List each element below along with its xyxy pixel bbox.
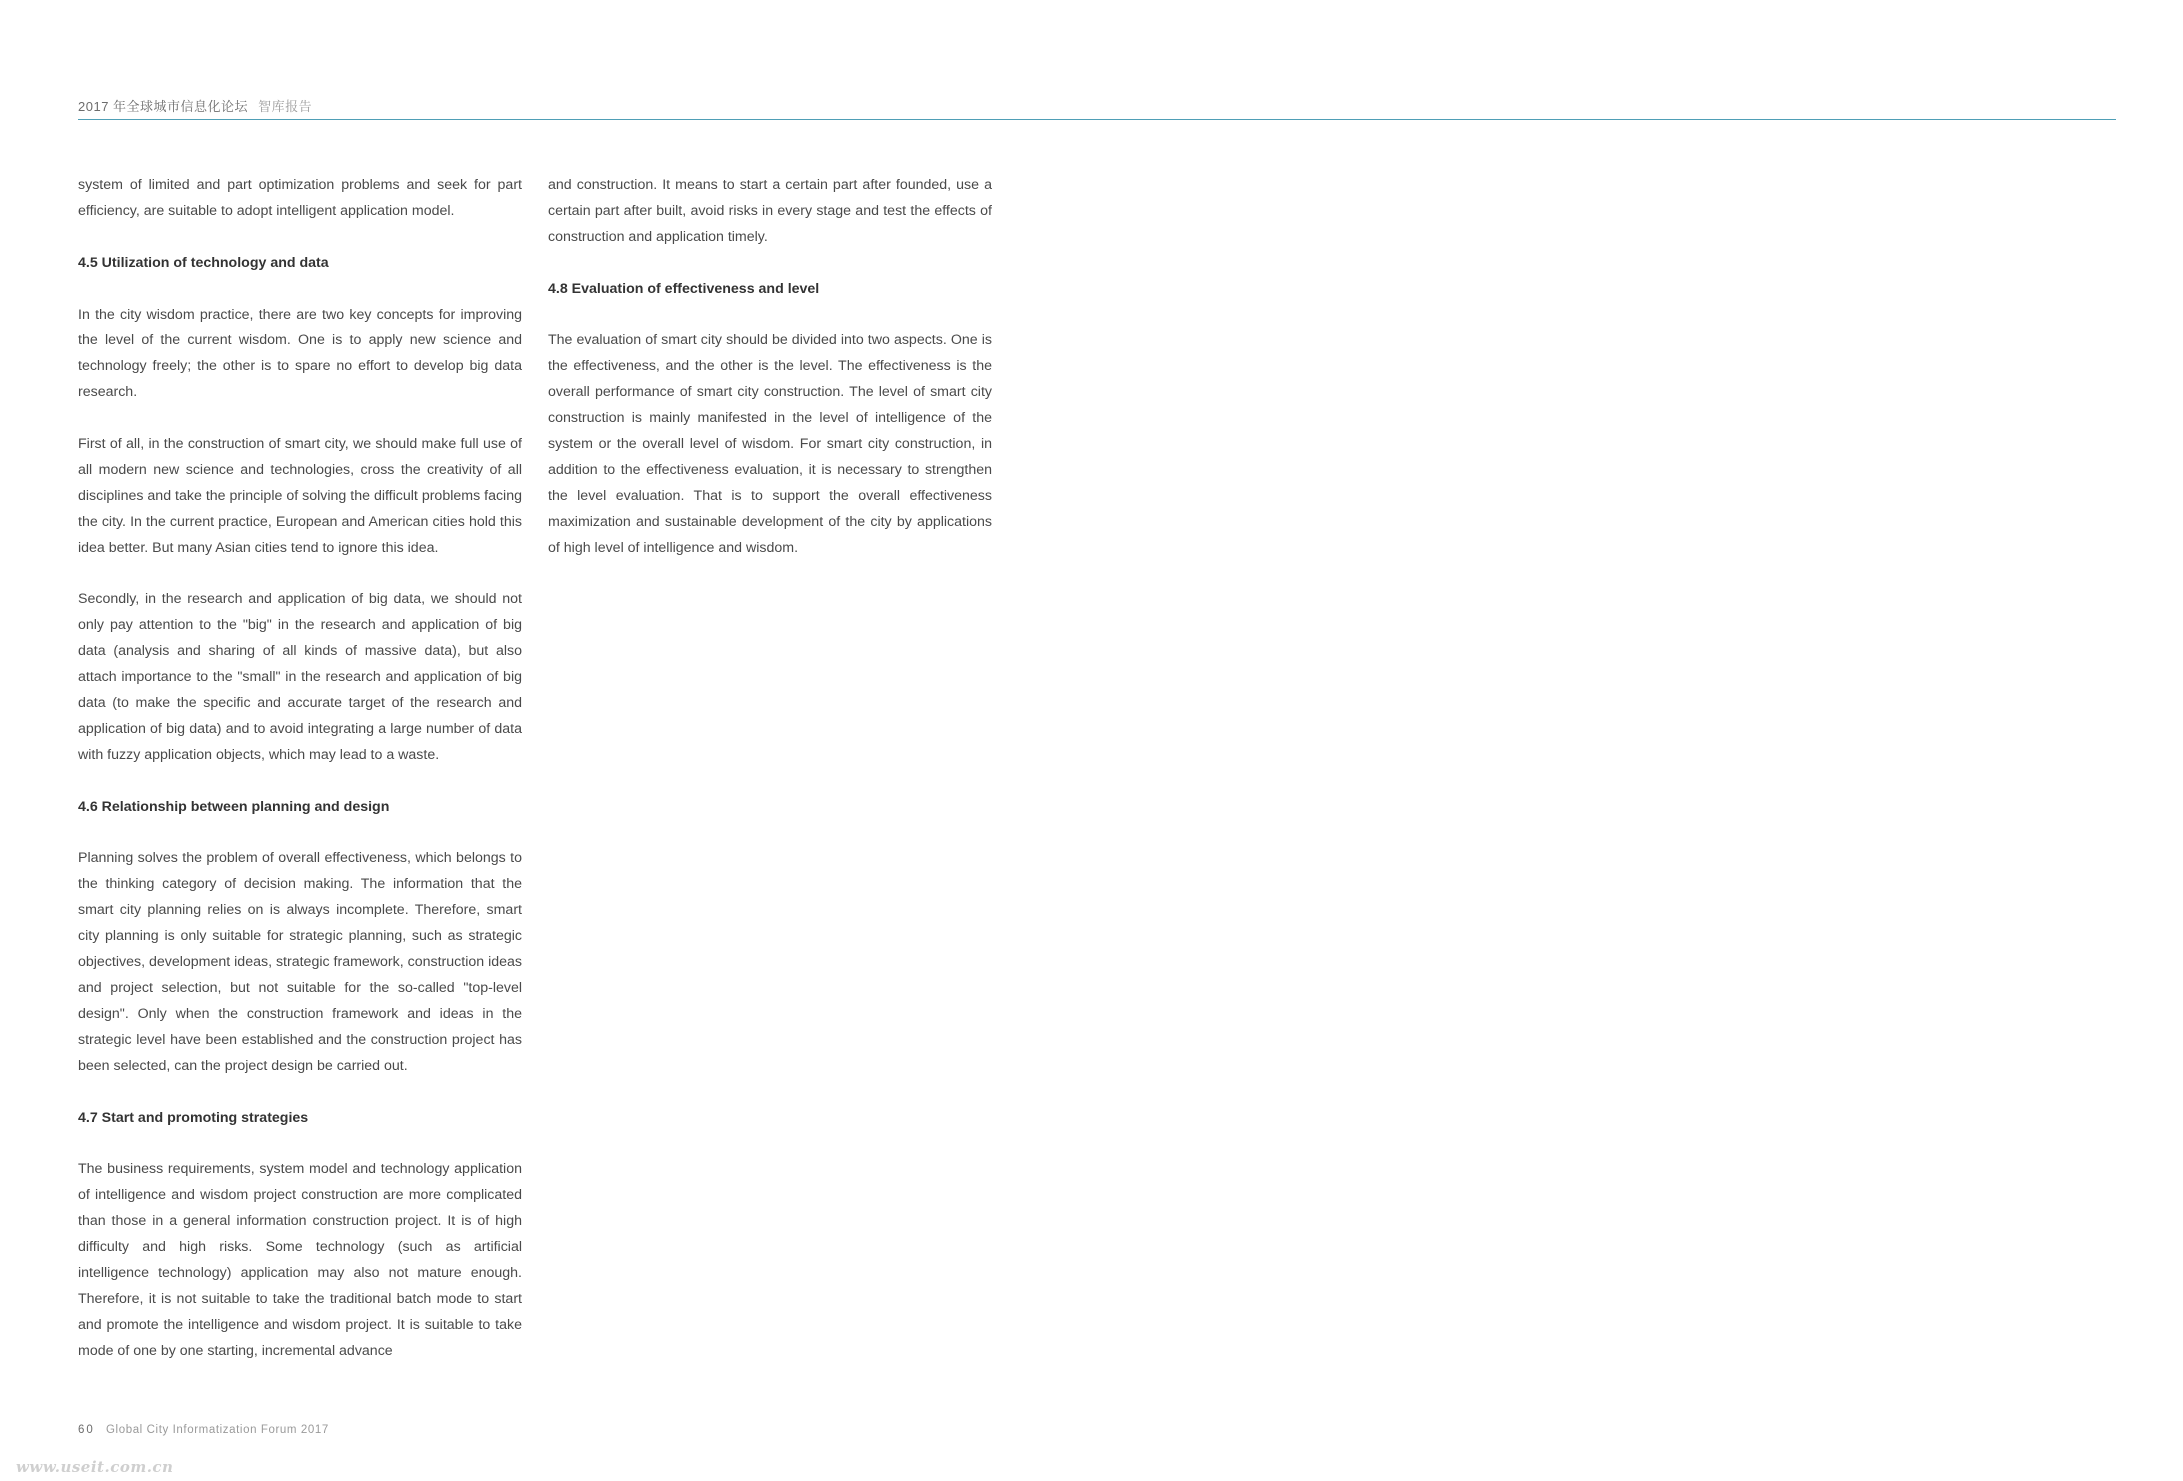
paragraph-4-6: Planning solves the problem of overall effectiveness, which belongs to the thinking category of decision making. The information that the smart city planning relies on is always incomplete. Therefore, smart city planning is only suitable for strategic planning, such as strategic objectives, development ideas, strategic framework, construction ideas and project selection, but not suitable for the so-called "top-level design". Only when the construction framework and ideas in the strategic level have been established and the construction project has been selected, can the project design be carried out. (78, 850, 522, 1074)
section-heading-4-7: 4.7 Start and promoting strategies (78, 1109, 309, 1126)
paragraph-4-7: The business requirements, system model and technology application of intelligence and wisdom project construction are more complicated than those in a general information construction project. It is of high difficulty and high risks. Some technology (such as artificial intelligence technology) application may also not mature enough. Therefore, it is not suitable to take the traditional batch mode to start and promote the intelligence and wisdom project. It is suitable to take mode of one by one starting, incremental advance (78, 1161, 522, 1359)
paragraph-4-5-concepts: In the city wisdom practice, there are two key concepts for improving the level of the current wisdom. One is to apply new science and technology freely; the other is to spare no effort to develop big data research. (78, 306, 522, 401)
paragraph-4-7-continued: and construction. It means to start a certain part after founded, use a certain part after built, avoid risks in every stage and test the effects of construction and application timely. (548, 177, 992, 245)
footer-forum-name: Global City Informatization Forum 2017 (106, 1424, 329, 1436)
site-watermark: www.useit.com.cn (16, 1458, 174, 1476)
header-subtitle: 智库报告 (258, 100, 313, 115)
header-divider (78, 119, 2116, 120)
section-heading-4-5: 4.5 Utilization of technology and data (78, 254, 329, 271)
paragraph-4-5-first: First of all, in the construction of smart city, we should make full use of all modern new science and technologies, cross the creativity of all disciplines and take the principle of solving the difficult problems facing the city. In the current practice, European and American cities hold this idea better. But many Asian cities tend to ignore this idea. (78, 436, 522, 556)
paragraph-4-5-second: Secondly, in the research and application of big data, we should not only pay attention to the "big" in the research and application of big data (analysis and sharing of all kinds of massive data), but also attach importance to the "small" in the research and application of big data (to make the specific and accurate target of the research and application of big data) and to avoid integrating a large number of data with fuzzy application objects, which may lead to a waste. (78, 591, 522, 763)
running-footer (78, 1424, 329, 1436)
paragraph-4-8: The evaluation of smart city should be divided into two aspects. One is the effectiveness, and the other is the level. The effectiveness is the overall performance of smart city construction. The level of smart city construction is mainly manifested in the level of intelligence of the system or the overall level of wisdom. For smart city construction, in addition to the effectiveness evaluation, it is necessary to strengthen the level evaluation. That is to support the overall effectiveness maximization and sustainable development of the city by applications of high level of intelligence and wisdom. (548, 332, 992, 556)
paragraph-intro-continued: system of limited and part optimization problems and seek for part efficiency, are suitable to adopt intelligent application model. (78, 177, 522, 219)
section-heading-4-6: 4.6 Relationship between planning and design (78, 798, 390, 815)
page-number: 60 (78, 1424, 95, 1436)
right-column (548, 173, 992, 587)
running-header (78, 96, 312, 115)
left-column (78, 173, 522, 1390)
section-heading-4-8: 4.8 Evaluation of effectiveness and level (548, 280, 820, 297)
header-title: 2017 年全球城市信息化论坛 (78, 99, 249, 114)
